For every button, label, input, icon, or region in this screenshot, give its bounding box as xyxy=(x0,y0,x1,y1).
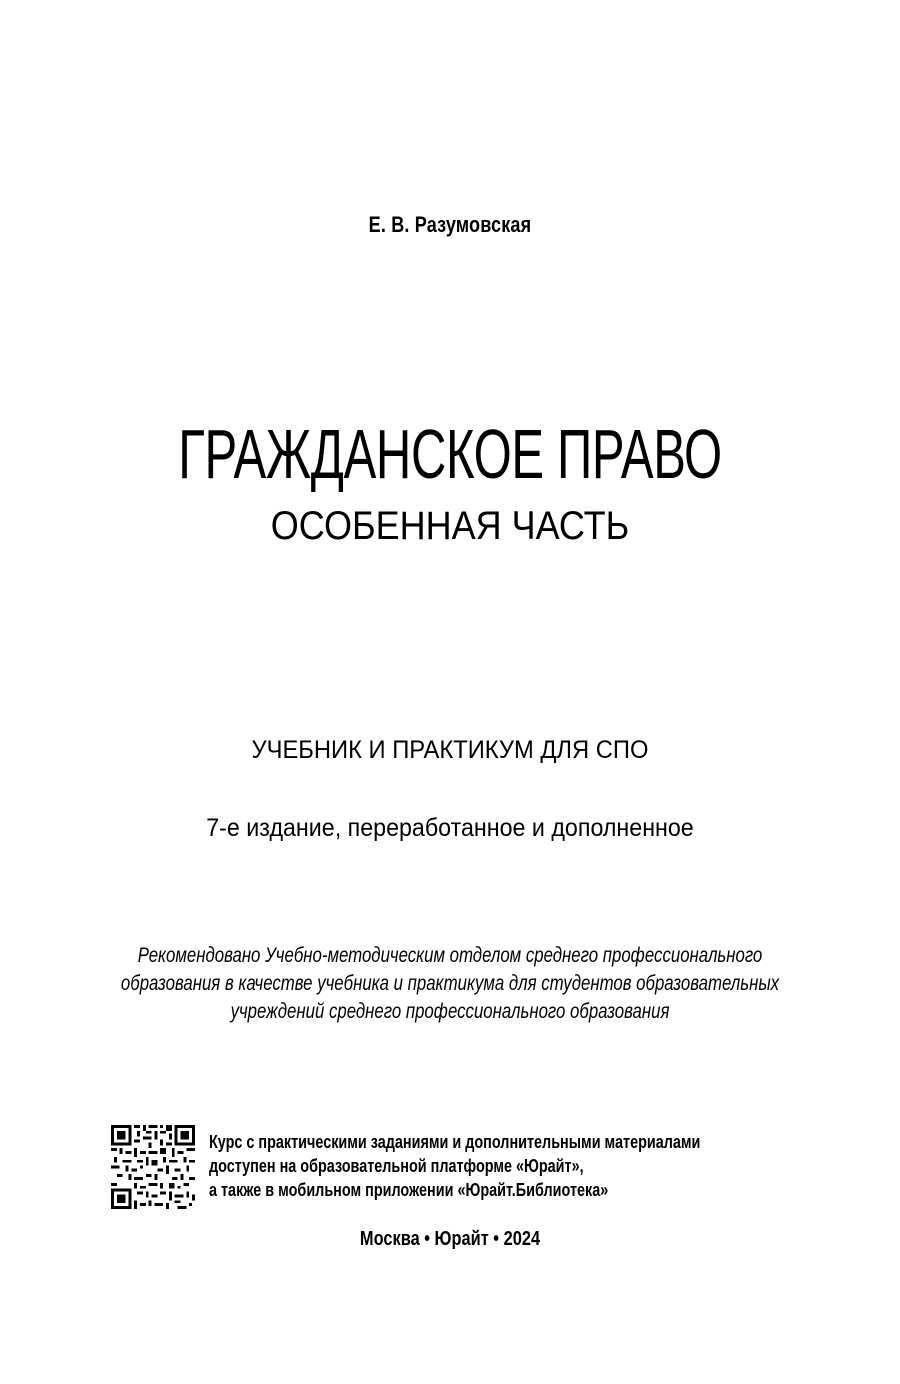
book-type: УЧЕБНИК И ПРАКТИКУМ ДЛЯ СПО xyxy=(251,736,649,764)
book-subtitle: ОСОБЕННАЯ ЧАСТЬ xyxy=(270,504,630,548)
course-note-line: доступен на образовательной платформе «Юрайт», xyxy=(209,1156,584,1176)
qr-code-icon[interactable] xyxy=(111,1125,195,1209)
course-availability-note xyxy=(209,1130,823,1202)
course-note-line: Курс с практическими заданиями и дополнительными материалами xyxy=(209,1132,701,1152)
recommendation-line: учреждений среднего профессионального образования xyxy=(230,1000,670,1023)
recommendation-block xyxy=(0,942,900,1026)
recommendation-line: образования в качестве учебника и практикума для студентов образовательных xyxy=(120,972,780,995)
book-title: ГРАЖДАНСКОЕ ПРАВО xyxy=(178,415,722,493)
course-note-line: а также в мобильном приложении «Юрайт.Библиотека» xyxy=(209,1180,609,1200)
author-name: Е. В. Разумовская xyxy=(368,212,532,237)
publisher-imprint: Москва • Юрайт • 2024 xyxy=(359,1228,541,1250)
recommendation-line: Рекомендовано Учебно-методическим отделом среднего профессионального xyxy=(137,944,763,967)
edition-note: 7-е издание, переработанное и дополненное xyxy=(206,814,694,842)
